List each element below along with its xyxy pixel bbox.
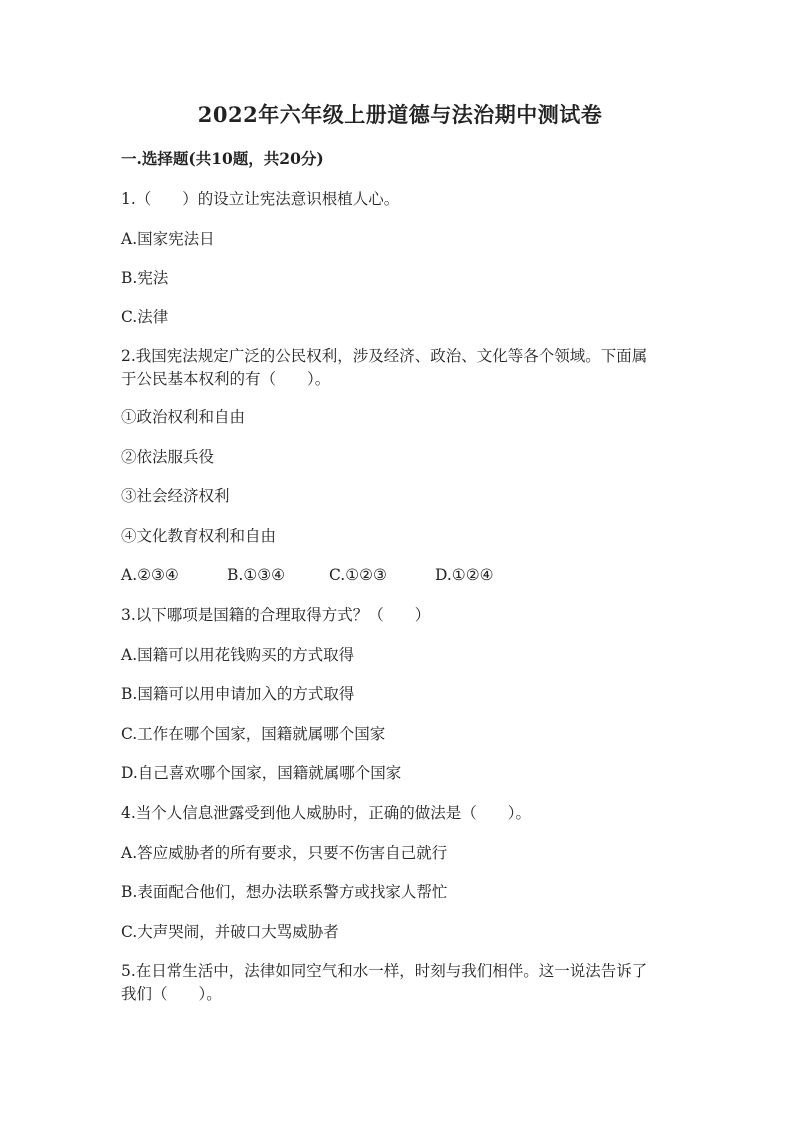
question-4-option-a: A.答应威胁者的所有要求，只要不伤害自己就行 (121, 844, 448, 862)
question-2-stem-line-2: 于公民基本权利的有（ ）。 (121, 370, 331, 388)
question-3-option-b: B.国籍可以用申请加入的方式取得 (121, 685, 355, 703)
question-1-option-a: A.国家宪法日 (121, 230, 215, 248)
question-5-stem-line-1: 5.在日常生活中，法律如同空气和水一样，时刻与我们相伴。这一说法告诉了 (121, 962, 648, 980)
question-4-stem: 4.当个人信息泄露受到他人威胁时，正确的做法是（ ）。 (121, 804, 532, 822)
page-title: 2022年六年级上册道德与法治期中测试卷 (197, 102, 603, 127)
question-2-option-a: A.②③④ (121, 566, 179, 584)
question-5-stem-line-2: 我们（ ）。 (121, 985, 222, 1003)
question-2-option-d: D.①②④ (435, 566, 494, 584)
question-4-option-c: C.大声哭闹，并破口大骂威胁者 (121, 923, 339, 941)
question-1-stem: 1.（ ）的设立让宪法意识根植人心。 (121, 190, 400, 208)
question-2-item-3: ③社会经济权利 (121, 487, 230, 505)
question-2-option-b: B.①③④ (227, 566, 286, 584)
question-2-stem-line-1: 2.我国宪法规定广泛的公民权利，涉及经济、政治、文化等各个领域。下面属 (121, 347, 648, 365)
question-3-option-a: A.国籍可以用花钱购买的方式取得 (121, 646, 355, 664)
question-2-item-4: ④文化教育权利和自由 (121, 527, 277, 545)
question-3-option-d: D.自己喜欢哪个国家，国籍就属哪个国家 (121, 764, 402, 782)
question-4-option-b: B.表面配合他们，想办法联系警方或找家人帮忙 (121, 883, 448, 901)
question-2-item-2: ②依法服兵役 (121, 448, 215, 466)
question-3-stem: 3.以下哪项是国籍的合理取得方式？（ ） (121, 606, 431, 624)
section-heading: 一.选择题(共10题，共20分) (121, 149, 324, 168)
question-2-option-c: C.①②③ (329, 566, 387, 584)
question-1-option-c: C.法律 (121, 308, 169, 326)
question-1-option-b: B.宪法 (121, 269, 169, 287)
question-2-item-1: ①政治权利和自由 (121, 408, 246, 426)
question-3-option-c: C.工作在哪个国家，国籍就属哪个国家 (121, 725, 386, 743)
question-2-options-row (121, 564, 681, 586)
